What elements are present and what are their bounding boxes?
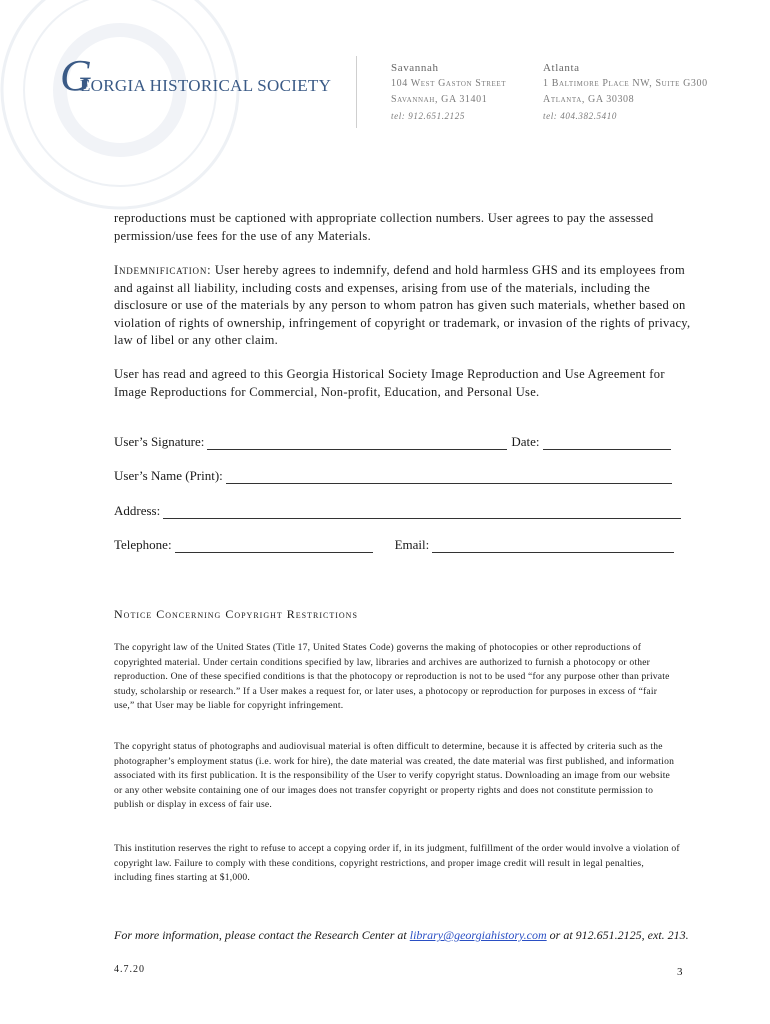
signature-field[interactable] — [207, 437, 507, 450]
savannah-street: 104 West Gaston Street — [391, 78, 507, 89]
contact-suffix: or at 912.651.2125, ext. 213. — [546, 928, 689, 942]
email-field[interactable] — [432, 540, 674, 553]
logo-initial: G — [60, 51, 92, 100]
indemnification-label: Indemnification: — [114, 263, 212, 277]
telephone-label: Telephone: — [114, 537, 172, 552]
address-row — [114, 503, 681, 519]
notice-heading: Notice Concerning Copyright Restrictions — [114, 607, 358, 621]
indemnification-text: User hereby agrees to indemnify, defend and hold harmless GHS and its employees from and against all liability, including costs and expenses, arising from use of the materials, including the disclosure or use of the materials by any person to whom patron has given such materials, whether based on violation of rights of ownership, infringement of copyright or trademark, or invasion of the rights of privacy, law of libel or any other claim. — [114, 263, 691, 347]
savannah-tel: tel: 912.651.2125 — [391, 111, 465, 121]
date-field[interactable] — [543, 437, 671, 450]
atlanta-city: Atlanta — [543, 62, 580, 74]
contact-prefix: For more information, please contact the Research Center at — [114, 928, 410, 942]
logo-text: EORGIA HISTORICAL SOCIETY — [80, 76, 332, 95]
indemnification-paragraph — [114, 262, 696, 350]
atlanta-address — [543, 60, 708, 124]
atlanta-tel: tel: 404.382.5410 — [543, 111, 617, 121]
revision-date: 4.7.20 — [114, 964, 145, 975]
address-field[interactable] — [163, 506, 681, 519]
address-label: Address: — [114, 503, 161, 518]
telephone-field[interactable] — [175, 540, 373, 553]
notice-paragraph-1: The copyright law of the United States (Title 17, United States Code) governs the making of photocopies or other reproductions of copyrighted material. Under certain conditions specified by law, libraries and archives are authorized to furnish a photocopy or other reproduction. One of these specified conditions is that the photocopy or reproduction is not to be used “for any purpose other than private study, scholarship or research.” If a User makes a request for, or later uses, a photocopy or reproduction for purposes in excess of “fair use,” that User may be liable for copyright infringement. — [114, 642, 670, 711]
notice-paragraph-3: This institution reserves the right to refuse to accept a copying order if, in its judgment, fulfillment of the order would involve a violation of copyright law. Failure to comply with these conditions, copyright restrictions, and proper image credit will result in legal penalties, including fines starting at $1,000. — [114, 843, 680, 883]
page-number: 3 — [677, 966, 683, 978]
atlanta-citystate: Atlanta, GA 30308 — [543, 94, 635, 105]
agreement-paragraph: User has read and agreed to this Georgia Historical Society Image Reproduction and Use Agreement for Image Reproductions for Commercial, Non-profit, Education, and Personal Use. — [114, 367, 665, 399]
header-divider — [356, 56, 357, 128]
signature-label: User’s Signature: — [114, 434, 205, 449]
email-link[interactable]: library@georgiahistory.com — [409, 928, 547, 942]
name-field[interactable] — [226, 471, 672, 484]
notice-paragraph-2: The copyright status of photographs and audiovisual material is often difficult to determine, because it is affected by criteria such as the photographer’s employment status (i.e. work for hire), the date material was created, the date material was first published, and information associated with its first publication. It is the responsibility of the User to verify copyright status. Downloading an image from our website or any other website containing one of our images does not transfer copyright or property rights and does not constitute permission to publish or display in excess of fair use. — [114, 741, 675, 810]
seal-watermark — [0, 0, 250, 220]
savannah-address — [391, 60, 506, 124]
date-label: Date: — [511, 434, 540, 449]
savannah-citystate: Savannah, GA 31401 — [391, 94, 488, 105]
fees-paragraph: reproductions must be captioned with appropriate collection numbers. User agrees to pay the assessed permission/use fees for the use of any Materials. — [114, 211, 654, 243]
name-label: User’s Name (Print): — [114, 468, 223, 483]
name-row — [114, 468, 672, 484]
contact-line — [114, 928, 689, 943]
contact-row — [114, 537, 674, 553]
signature-row — [114, 434, 671, 450]
email-label: Email: — [394, 537, 430, 552]
atlanta-street: 1 Baltimore Place NW, Suite G300 — [543, 78, 708, 89]
savannah-city: Savannah — [391, 62, 439, 74]
